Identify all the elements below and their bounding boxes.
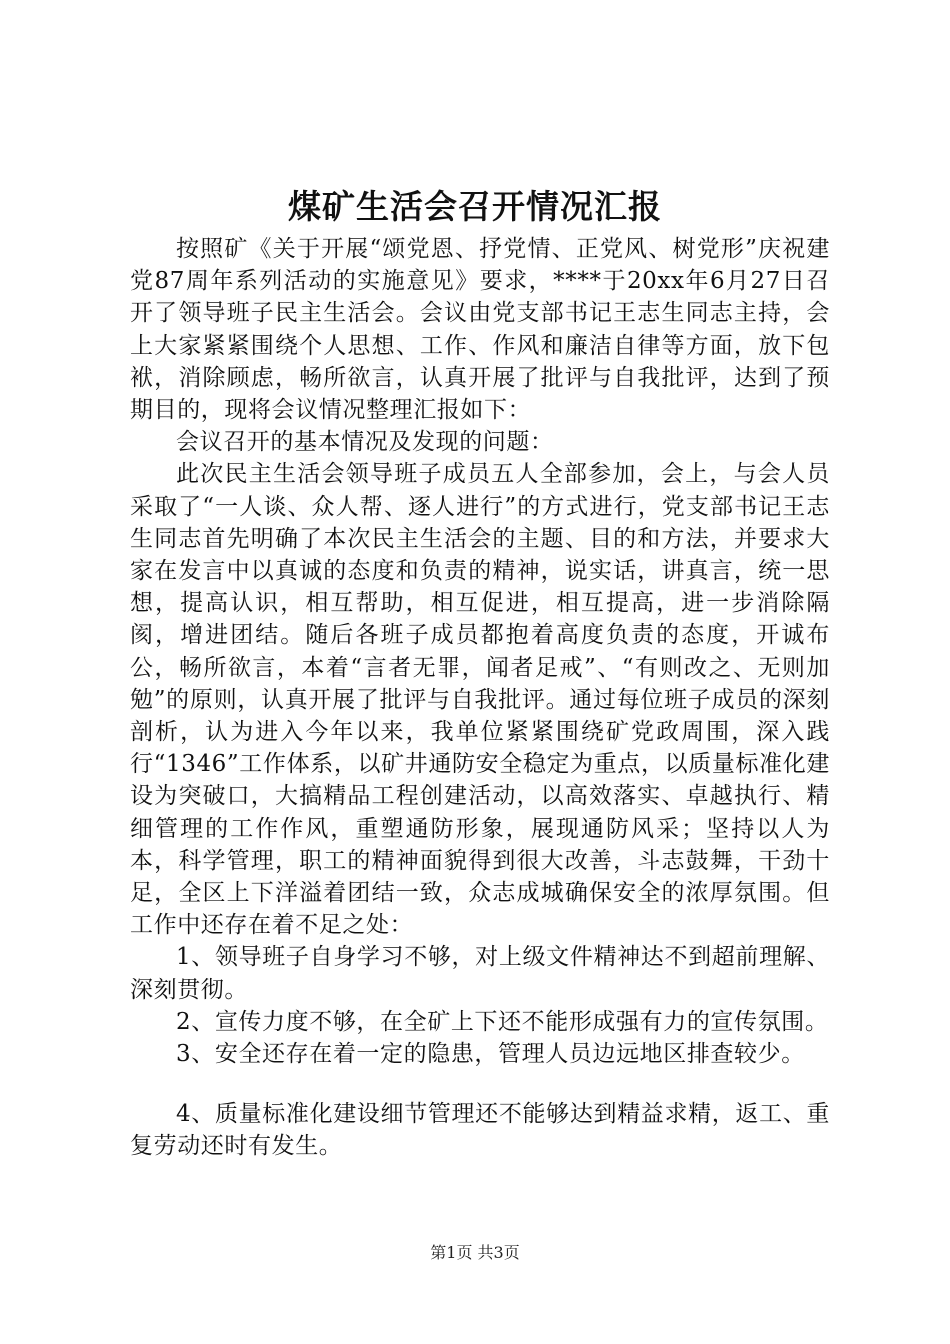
paragraph-intro: 按照矿《关于开展“颂党恩、抒党情、正党风、树党形”庆祝建党87周年系列活动的实施意见》要求，****于20xx年6月27日召开了领导班子民主生活会。会议由党支部书记王志生同志主持，会上大家紧紧围绕个人思想、工作、作风和廉洁自律等方面，放下包袱，消除顾虑，畅所欲言，认真开展了批评与自我批评，达到了预期目的，现将会议情况整理汇报如下： (130, 236, 830, 424)
paragraph-issue-1: 1、领导班子自身学习不够，对上级文件精神达不到超前理解、深刻贯彻。 (130, 944, 830, 1003)
paragraph-meeting-details: 此次民主生活会领导班子成员五人全部参加，会上，与会人员采取了“一人谈、众人帮、逐人进行”的方式进行，党支部书记王志生同志首先明确了本次民主生活会的主题、目的和方法，并要求大家在发言中以真诚的态度和负责的精神，说实话，讲真言，统一思想，提高认识，相互帮助，相互促进，相互提高，进一步消除隔阂，增进团结。随后各班子成员都抱着高度负责的态度，开诚布公，畅所欲言，本着“言者无罪，闻者足戒”、“有则改之、无则加勉”的原则，认真开展了批评与自我批评。通过每位班子成员的深刻剖析，认为进入今年以来，我单位紧紧围绕矿党政周围，深入践行“1346”工作体系，以矿井通防安全稳定为重点，以质量标准化建设为突破口，大搞精品工程创建活动，以高效落实、卓越执行、精细管理的工作作风，重塑通防形象，展现通防风采；坚持以人为本，科学管理，职工的精神面貌得到很大改善，斗志鼓舞，干劲十足，全区上下洋溢着团结一致，众志成城确保安全的浓厚氛围。但工作中还存在着不足之处： (130, 461, 830, 939)
document-title: 煤矿生活会召开情况汇报 (288, 187, 662, 226)
document-body (130, 233, 830, 1163)
paragraph-issue-4: 4、质量标准化建设细节管理还不能够达到精益求精，返工、重复劳动还时有发生。 (130, 1101, 830, 1160)
paragraph-section-heading: 会议召开的基本情况及发现的问题： (176, 429, 554, 456)
page-number-footer: 第1页 共3页 (430, 1243, 520, 1262)
paragraph-issue-3: 3、安全还存在着一定的隐患，管理人员边远地区排查较少。 (176, 1041, 805, 1068)
paragraph-issue-2: 2、宣传力度不够，在全矿上下还不能形成强有力的宣传氛围。 (176, 1008, 829, 1035)
paragraph-spacer (130, 1070, 830, 1098)
